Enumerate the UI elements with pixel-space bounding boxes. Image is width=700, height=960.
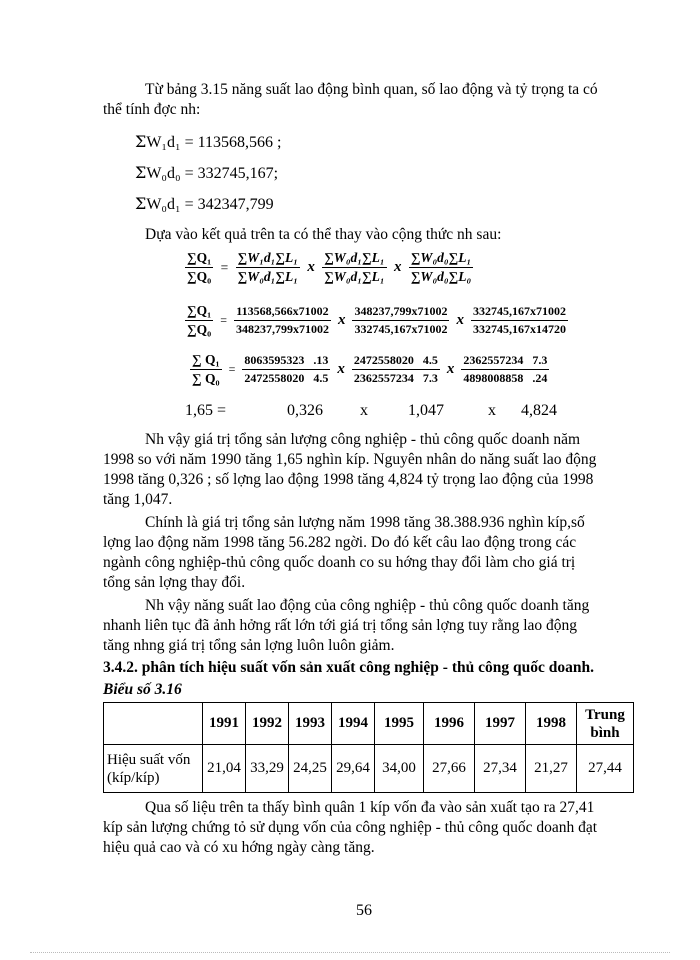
result-times-2: x — [488, 402, 496, 419]
page-number: 56 — [356, 902, 372, 919]
intro-line-2: thể tính đợc nh: — [103, 101, 201, 118]
table-cell: 33,29 — [246, 745, 289, 793]
paragraph-1: Nh vậy giá trị tổng sản lượng công nghiệp - thủ công quốc doanh năm 1998 so với năm 1990 tăng 1,65 nghìn kíp. Nguyên nhân do năng suất lao động 1998 tăng 0,326 ; số lợng lao động 1998 tăng 4,824 tỷ trọng lao động của 1998 tăng 1,047. — [103, 431, 597, 508]
capital-efficiency-table — [103, 702, 634, 793]
table-header-cell: 1998 — [526, 703, 577, 745]
intro-paragraph — [103, 80, 637, 120]
result-row — [0, 402, 700, 422]
page-bottom-divider — [30, 952, 670, 953]
table-row-label: Hiệu suất vốn (kíp/kíp) — [104, 745, 203, 793]
table-header-cell: Trung bình — [577, 703, 634, 745]
paragraph-3: Nh vậy năng suất lao động của công nghiệp - thủ công quốc doanh tăng nhanh liên tục đã ảnh hởng rất lớn tới giá trị tổng sản lợng tuy rằng lao động tăng nhng giá trị tổng sản lợng luôn luôn giảm. — [103, 597, 590, 654]
formula2-lhs: $\frac{\text{∑Q₁}}{\text{∑Q₀}}$ — [187, 303, 212, 337]
table-header-cell: 1995 — [375, 703, 424, 745]
table-row — [104, 745, 634, 793]
table-cell: 21,04 — [203, 745, 246, 793]
table-caption: Biểu số 3.16 — [103, 681, 182, 698]
lead-in-text: Dựa vào kết quả trên ta có thể thay vào cộng thức nh sau: — [145, 226, 502, 243]
index-formula: $\frac{\text{∑Q₁}}{\text{∑Q₀}}$ = $\frac{\text{∑W₁d₁∑L₁}}{\text{∑W₀d₁∑L₁}}$ x $\frac{\text{∑W₀d₁∑L₁}}{\text{∑W₀d₁∑L₁}}$ x $\frac{\text{∑W₀d₀∑L₁}}{\text{∑W₀d₀∑L₀}}$ — [187, 250, 472, 284]
section-heading: 3.4.2. phân tích hiệu suất vốn sản xuất công nghiệp - thủ công quốc doanh. — [103, 659, 594, 676]
paragraph-4: Qua số liệu trên ta thấy bình quân 1 kíp vốn đa vào sản xuất tạo ra 27,41 kíp sản lượng chứng tỏ sử dụng vốn của công nghiệp - thủ công quốc doanh đạt hiệu quả cao và có xu hớng ngày càng tăng. — [103, 799, 598, 856]
table-cell: 21,27 — [526, 745, 577, 793]
result-times-1: x — [360, 402, 368, 419]
table-cell: 27,34 — [475, 745, 526, 793]
table-header-cell: 1997 — [475, 703, 526, 745]
table-header-cell: 1991 — [203, 703, 246, 745]
table-header-row — [104, 703, 634, 745]
table-cell: 34,00 — [375, 745, 424, 793]
formula3-lhs: $\frac{\text{∑ Q₁}}{\text{∑ Q₀}}$ — [192, 352, 220, 386]
formula-lhs: $\frac{\text{∑Q₁}}{\text{∑Q₀}}$ — [187, 250, 212, 284]
result-factor-3: 4,824 — [521, 402, 557, 419]
result-factor-2: 1,047 — [408, 402, 444, 419]
formula3-factor-2: $\frac{2472558020 4.5}{2362557234 7.3}$ — [353, 353, 438, 385]
result-factor-1: 0,326 — [287, 402, 323, 419]
sum-w1d1: ΣW₁d₁ = 113568,566 ; — [135, 132, 282, 151]
table-cell: 27,44 — [577, 745, 634, 793]
formula2-factor-3: $\frac{332745,167x71002}{332745,167x14720}$ — [472, 304, 566, 336]
formula2-factor-2: $\frac{348237,799x71002}{332745,167x71002}$ — [354, 304, 448, 336]
formula3-factor-3: $\frac{2362557234 7.3}{4898008858 .24}$ — [463, 353, 548, 385]
table-header-cell: 1993 — [289, 703, 332, 745]
index-formula-values: $\frac{\text{∑Q₁}}{\text{∑Q₀}}$ = $\frac{113568,566x71002}{348237,799x71002}$ x $\frac{348237,799x71002}{332745,167x71002}$ x $\frac{332745,167x71002}{332745,167x14720}$ — [187, 303, 566, 337]
sum-w0d1: ΣW₀d₁ = 342347,799 — [135, 194, 274, 213]
table-header-cell: 1994 — [332, 703, 375, 745]
table-header-cell: 1996 — [424, 703, 475, 745]
formula-factor-1: $\frac{\text{∑W₁d₁∑L₁}}{\text{∑W₀d₁∑L₁}}$ — [237, 250, 298, 284]
sum-w0d0: ΣW₀d₀ = 332745,167; — [135, 163, 279, 182]
formula2-factor-1: $\frac{113568,566x71002}{348237,799x71002}$ — [235, 304, 329, 336]
formula-factor-2: $\frac{\text{∑W₀d₁∑L₁}}{\text{∑W₀d₁∑L₁}}$ — [324, 250, 385, 284]
index-formula-products: $\frac{\text{∑ Q₁}}{\text{∑ Q₀}}$ = $\frac{8063595323 .13}{2472558020 4.5}$ x $\frac{2472558020 4.5}{2362557234 7.3}$ x $\frac{2362557234 7.3}{4898008858 .24}$ — [192, 352, 548, 386]
table-cell: 29,64 — [332, 745, 375, 793]
table-header-cell — [104, 703, 203, 745]
formula3-factor-1: $\frac{8063595323 .13}{2472558020 4.5}$ — [244, 353, 329, 385]
table-cell: 24,25 — [289, 745, 332, 793]
intro-line-1: Từ bảng 3.15 năng suất lao động bình quan, số lao động và tỷ trọng ta có — [145, 81, 598, 98]
table-header-cell: 1992 — [246, 703, 289, 745]
formula-factor-3: $\frac{\text{∑W₀d₀∑L₁}}{\text{∑W₀d₀∑L₀}}$ — [410, 250, 472, 284]
result-total: 1,65 = — [185, 402, 227, 419]
paragraph-2: Chính là giá trị tổng sản lượng năm 1998 tăng 38.388.936 nghìn kíp,số lợng lao động năm 1998 tăng 56.282 ngời. Do đó kết câu lao động trong các ngành công nghiệp-thủ công quốc doanh co su hớng thay đổi làm cho giá trị tổng sản lợng thay đổi. — [103, 514, 585, 591]
table-cell: 27,66 — [424, 745, 475, 793]
